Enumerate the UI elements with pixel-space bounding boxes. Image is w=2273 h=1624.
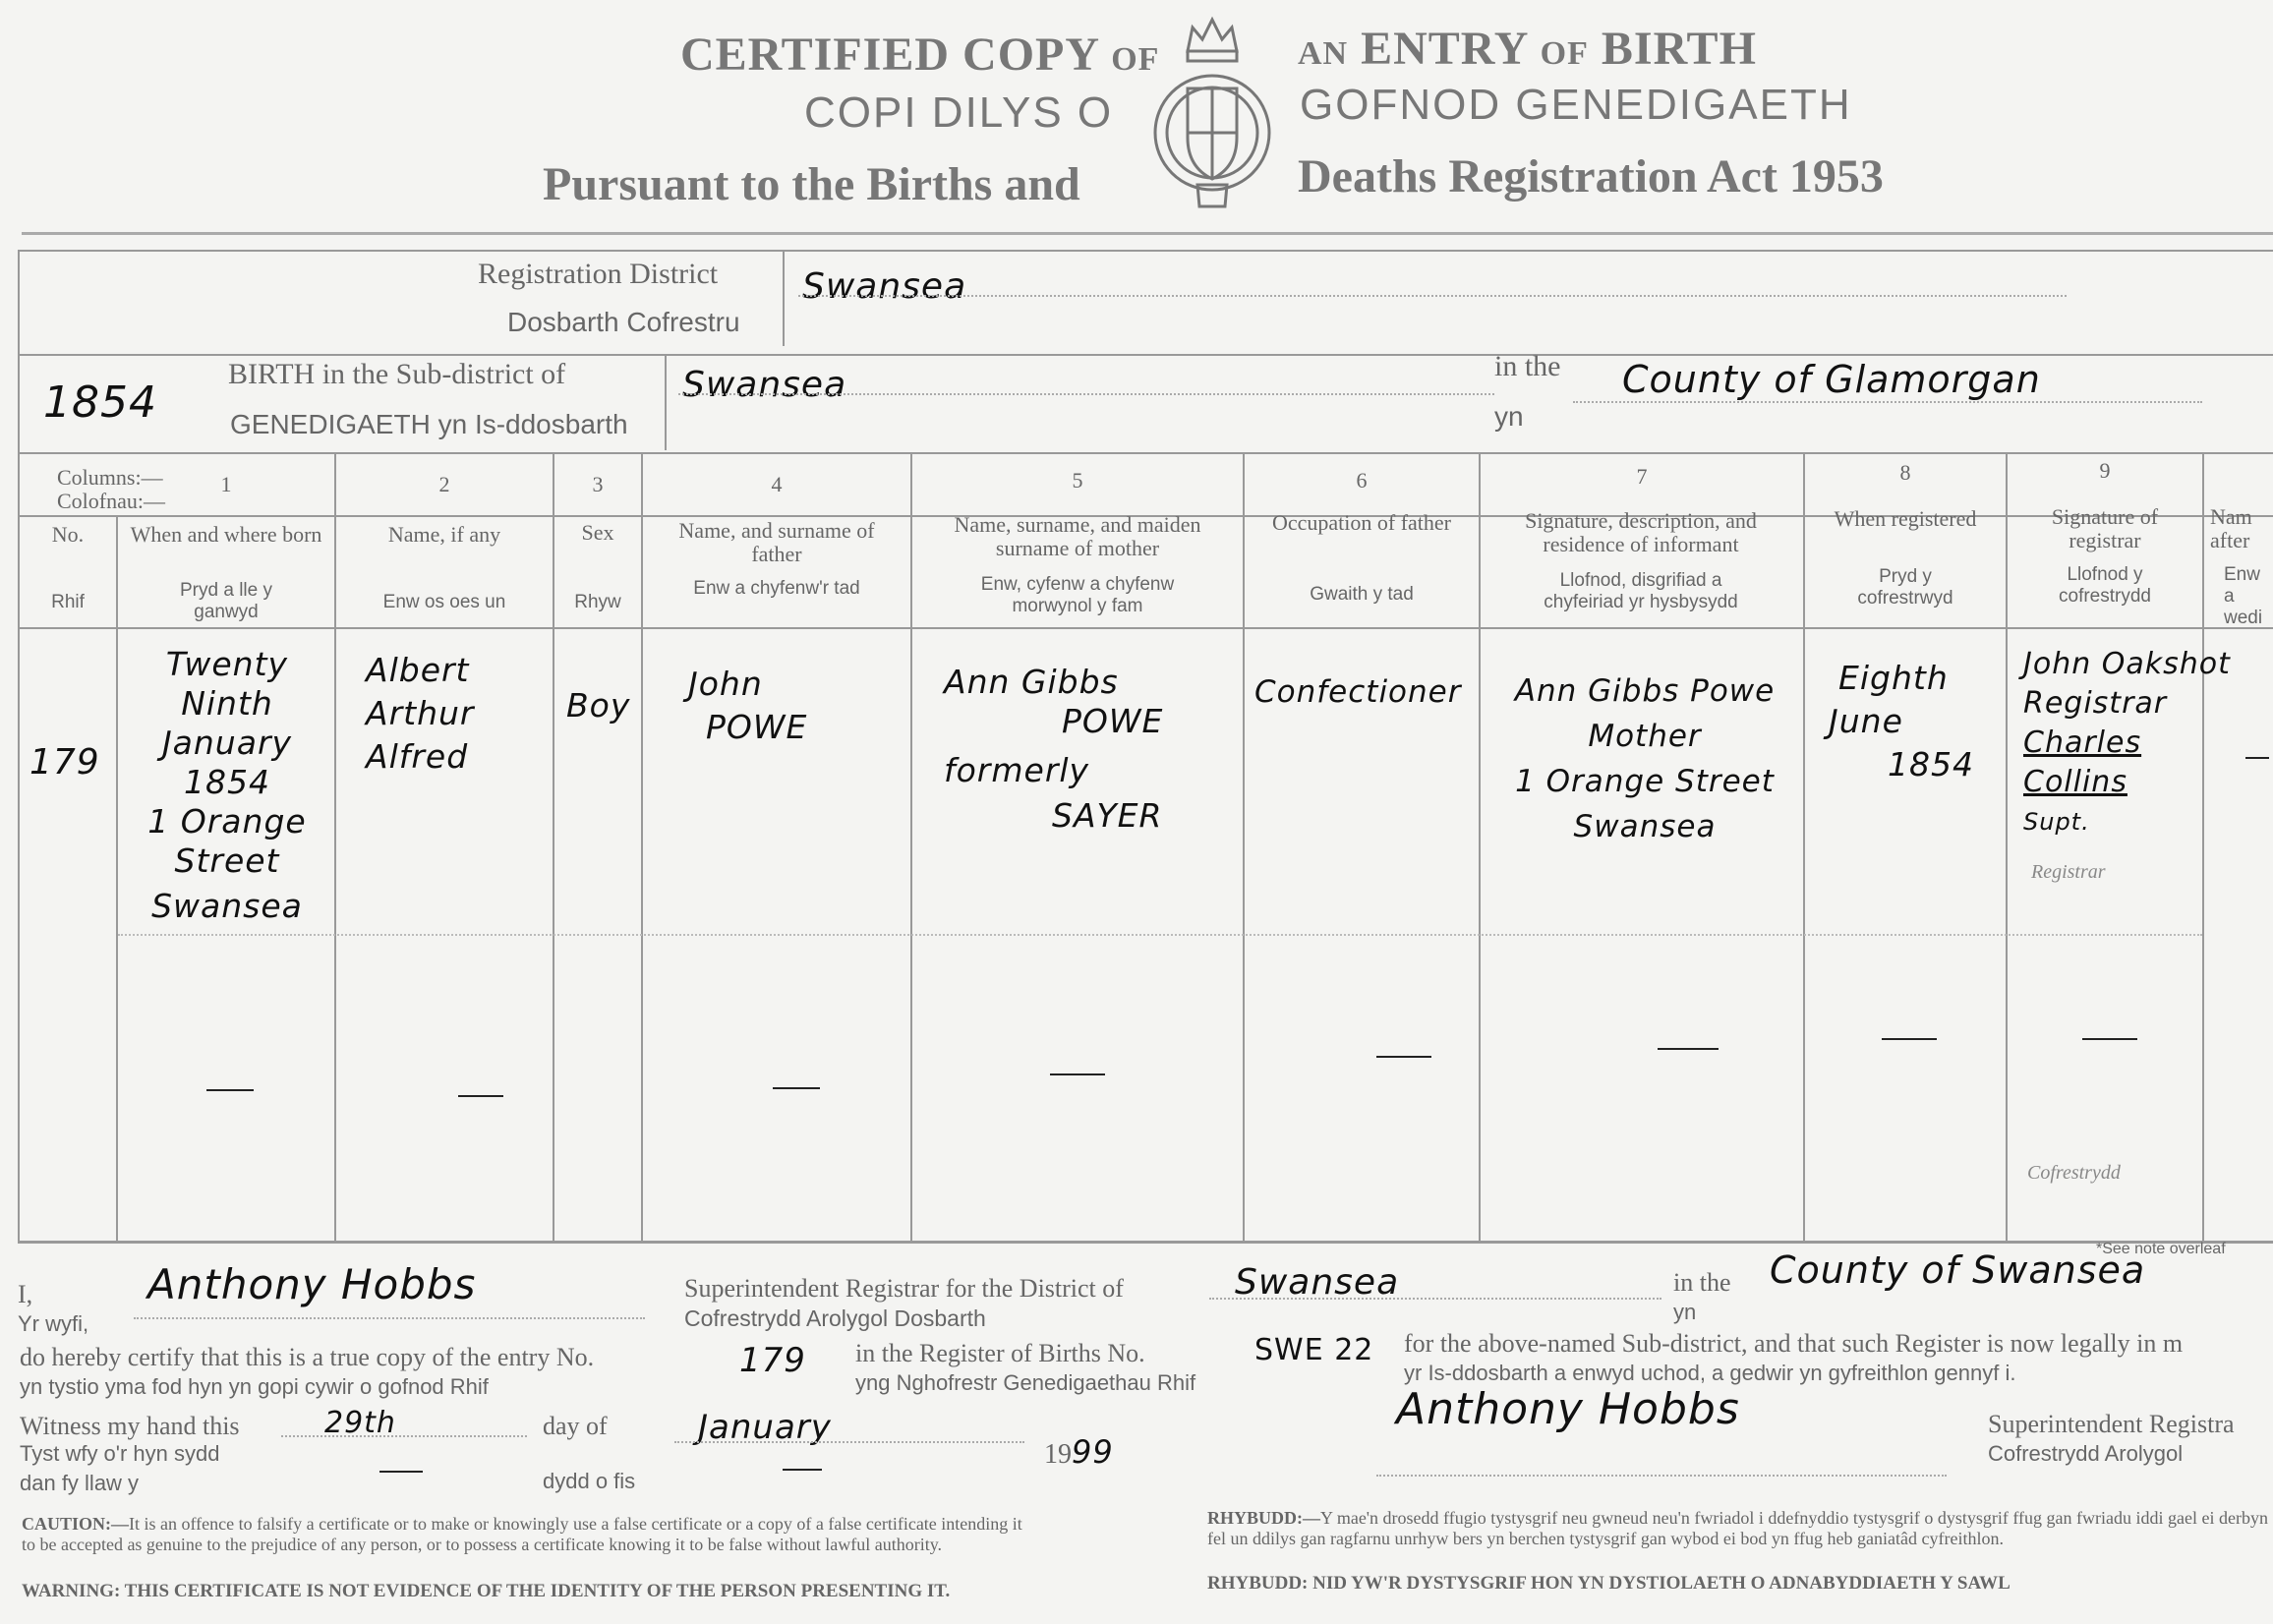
when-where-born [126,645,328,926]
mother-name-line: SAYER [1052,796,1163,835]
mother-name-line: Ann Gibbs [944,663,1119,701]
mother-name [944,663,1239,836]
i-label: I, [18,1280,33,1308]
columns-label: Columns:— [57,465,163,490]
title-right-line3: Deaths Registration Act 1953 [1298,150,1884,203]
supt-sig-label-welsh: Cofrestrydd Arolygol [1988,1441,2184,1466]
informant-line: Swansea [1573,809,1717,844]
when-registered-line: 1854 [1888,745,1974,783]
registrar-line: Registrar [2023,686,2168,721]
certificate-district: Swansea [1235,1262,1400,1303]
when-where-line: Swansea [151,887,303,925]
col-num-1: 1 [220,472,232,496]
blank-dash [1050,1073,1105,1075]
col-head-name: Name, if any [387,522,501,547]
caution-label: CAUTION:— [22,1514,130,1534]
subdistrict-label-welsh: GENEDIGAETH yn Is-ddosbarth [230,409,628,439]
col-head-registrar: Signature of registrar [2051,504,2159,552]
child-name [366,649,474,779]
supt-registrar-label-welsh: Cofrestrydd Arolygol Dosbarth [684,1305,986,1331]
child-name-line: Arthur [366,694,475,732]
title-right-line2: GOFNOD GENEDIGAETH [1300,81,1852,129]
mother-name-line: formerly [944,751,1090,789]
caution-text [22,1514,1034,1555]
registration-district-value: Swansea [802,266,967,307]
informant-line: Mother [1588,719,1702,754]
col-num-4: 4 [771,472,783,496]
warning-text: WARNING: THIS CERTIFICATE IS NOT EVIDENCE OF THE IDENTITY OF THE PERSON PRESENTING IT. [22,1581,951,1601]
title-left-line3: Pursuant to the Births and [543,158,1080,210]
supt-registrar-label: Superintendent Registrar for the District of [684,1274,1124,1303]
title-right-line1: an ENTRY of BIRTH [1298,23,1757,75]
informant-line: 1 Orange Street [1515,764,1775,799]
cofrestrydd-print-label: Cofrestrydd [2027,1162,2121,1184]
child-name-line: Alfred [366,737,469,776]
registrar-signature [2023,645,2231,841]
witness-label-welsh-2: dan fy llaw y [20,1471,140,1495]
caution-body: It is an offence to falsify a certificate or to make or knowingly use a false certificate or a copy of a false certificate intending it to be accepted as genuine to the prejudice of any person, or to possess a certificate knowing it to be false without lawful authority. [22,1514,1022,1554]
informant [1492,668,1797,849]
witness-day: 29th [324,1406,396,1440]
witness-label: Witness my hand this [20,1412,240,1440]
year-suffix: 99 [1072,1433,1114,1471]
registration-district-label: Registration District [478,258,719,290]
col-num-8: 8 [1899,460,1911,485]
col-num-5: 5 [1072,468,1083,493]
register-label-welsh: yng Nghofrestr Genedigaethau Rhif [855,1370,1196,1395]
cert-in-the-label-welsh: yn [1673,1300,1697,1324]
registrar-line: Collins [2023,765,2127,799]
col-num-7: 7 [1636,464,1648,489]
informant-line: Ann Gibbs Powe [1514,673,1776,709]
blank-dash [783,1469,822,1471]
when-where-line: Ninth [181,684,273,723]
rhybudd-text [1207,1508,2269,1581]
entry-year-value: 1854 [43,377,157,428]
col-head-mother-welsh: Enw, cyfenw a chyfenw morwynol y fam [980,574,1175,616]
title-left-line1: CERTIFIED COPY of [680,29,1160,81]
day-of-label-welsh: dydd o fis [543,1469,636,1493]
day-of-label: day of [543,1412,608,1440]
mother-name-line: POWE [1062,702,1164,740]
blank-dash [206,1089,254,1091]
blank-dash [379,1471,423,1473]
col-head-occupation-welsh: Gwaith y tad [1310,584,1414,605]
witness-label-welsh-1: Tyst wfy o'r hyn sydd [20,1441,220,1466]
entry-number: 179 [29,742,100,783]
registrar-line: Supt. [2023,808,2090,836]
col-head-occupation: Occupation of father [1271,510,1452,535]
witness-year [1044,1433,1114,1471]
col-num-6: 6 [1356,468,1368,493]
certify-text-welsh: yn tystio yma fod hyn yn gopi cywir o gofnod Rhif [20,1374,489,1399]
col-head-sex-welsh: Rhyw [574,592,621,612]
col-head-informant: Signature, description, and residence of informant [1525,508,1757,556]
father-name-line: POWE [706,708,808,746]
registrar-line: Charles [2023,725,2142,760]
entry-year [43,377,157,428]
when-where-line: 1854 [184,763,270,801]
certifier-name: Anthony Hobbs [147,1260,477,1308]
col-head-father: Name, and surname of father [678,518,875,566]
register-number: SWE 22 [1254,1333,1374,1367]
col-head-no: No. [51,522,85,547]
above-named-text-welsh: yr Is-ddosbarth a enwyd uchod, a gedwir yn gyfreithlon gennyf i. [1404,1361,2016,1385]
registration-district-label-welsh: Dosbarth Cofrestru [507,307,740,337]
col-head-father-welsh: Enw a chyfenw'r tad [693,578,860,599]
county-value: County of Glamorgan [1622,358,2041,401]
when-where-line: Twenty [165,645,289,683]
col-head-name-welsh: Enw os oes un [382,592,506,612]
columns-label-welsh: Colofnau:— [57,489,165,513]
when-registered [1829,657,1974,786]
col-head-name-after: Nam after [2210,505,2252,552]
year-prefix: 19 [1044,1439,1072,1470]
see-note: *See note overleaf [2096,1241,2226,1257]
father-name-line: John [688,665,763,703]
rhybudd-body: Y mae'n drosedd ffugio tystysgrif neu gwneud neu'n fwriadol i ddefnyddio tystysgrif o dystysgrif ffug gan fwriadu iddi gael ei derbyn fel un ddilys gan ragfarnu unrhyw bers yn berchen tystysgrif gan wybod ei bod yn ffug heb ganiatâd cyfreithlon. [1207,1508,2268,1548]
in-the-label-welsh: yn [1494,401,1524,432]
rhybudd-warning-text: RHYBUDD: NID YW'R DYSTYSGRIF HON YN DYSTIOLAETH O ADNABYDDIAETH Y SAWL [1207,1573,2011,1594]
registrar-print-label: Registrar [2031,861,2106,883]
col-head-mother: Name, surname, and maiden surname of mother [954,512,1201,560]
certify-entry-no: 179 [739,1341,806,1380]
blank-dash [1658,1048,1719,1050]
when-registered-line: Eighth [1838,659,1949,697]
supt-sig-label: Superintendent Registra [1988,1410,2235,1438]
father-name [688,663,807,749]
registrar-line: John Oakshot [2023,647,2231,681]
col-head-no-welsh: Rhif [51,592,85,612]
col-head-informant-welsh: Llofnod, disgrifiad a chyfeiriad yr hysbysydd [1544,570,1738,612]
col-head-sex: Sex [581,520,614,545]
child-sex: Boy [566,686,631,725]
subdistrict-value: Swansea [682,365,847,405]
blank-dash [1376,1056,1431,1058]
col-head-registered-welsh: Pryd y cofrestrwyd [1857,566,1953,609]
register-label: in the Register of Births No. [855,1339,1145,1367]
above-named-text: for the above-named Sub-district, and that such Register is now legally in m [1404,1329,2184,1358]
child-name-line: Albert [366,651,470,689]
rhybudd-label: RHYBUDD:— [1207,1508,1320,1528]
when-where-line: Street [174,841,280,880]
cert-in-the-label: in the [1673,1268,1731,1297]
when-where-line: 1 Orange [147,802,307,841]
title-left-line2: COPI DILYS O [804,88,1114,137]
subdistrict-label: BIRTH in the Sub-district of [228,358,566,390]
i-label-welsh: Yr wyfi, [18,1311,89,1336]
blank-dash [2245,757,2269,759]
blank-dash [1882,1038,1937,1040]
col-head-registered: When registered [1834,506,1977,531]
certify-text: do hereby certify that this is a true copy of the entry No. [20,1343,595,1371]
blank-dash [2082,1038,2137,1040]
blank-dash [773,1087,820,1089]
superintendent-signature: Anthony Hobbs [1396,1384,1740,1434]
col-head-registrar-welsh: Llofnod y cofrestrydd [2059,564,2151,607]
certificate-county: County of Swansea [1770,1248,2146,1292]
col-num-2: 2 [438,472,450,496]
col-head-when-where: When and where born [130,522,322,547]
witness-month: January [698,1408,832,1447]
col-head-name-after-welsh: Enw a wedi [2224,564,2263,628]
royal-crest-icon [1148,10,1276,211]
col-num-3: 3 [592,472,604,496]
in-the-label: in the [1494,350,1561,382]
blank-dash [458,1095,503,1097]
when-registered-line: June [1829,702,1903,740]
when-where-line: January [161,724,293,762]
father-occupation: Confectioner [1254,674,1462,710]
col-num-9: 9 [2099,458,2111,483]
col-head-when-where-welsh: Pryd a lle y ganwyd [180,580,272,622]
